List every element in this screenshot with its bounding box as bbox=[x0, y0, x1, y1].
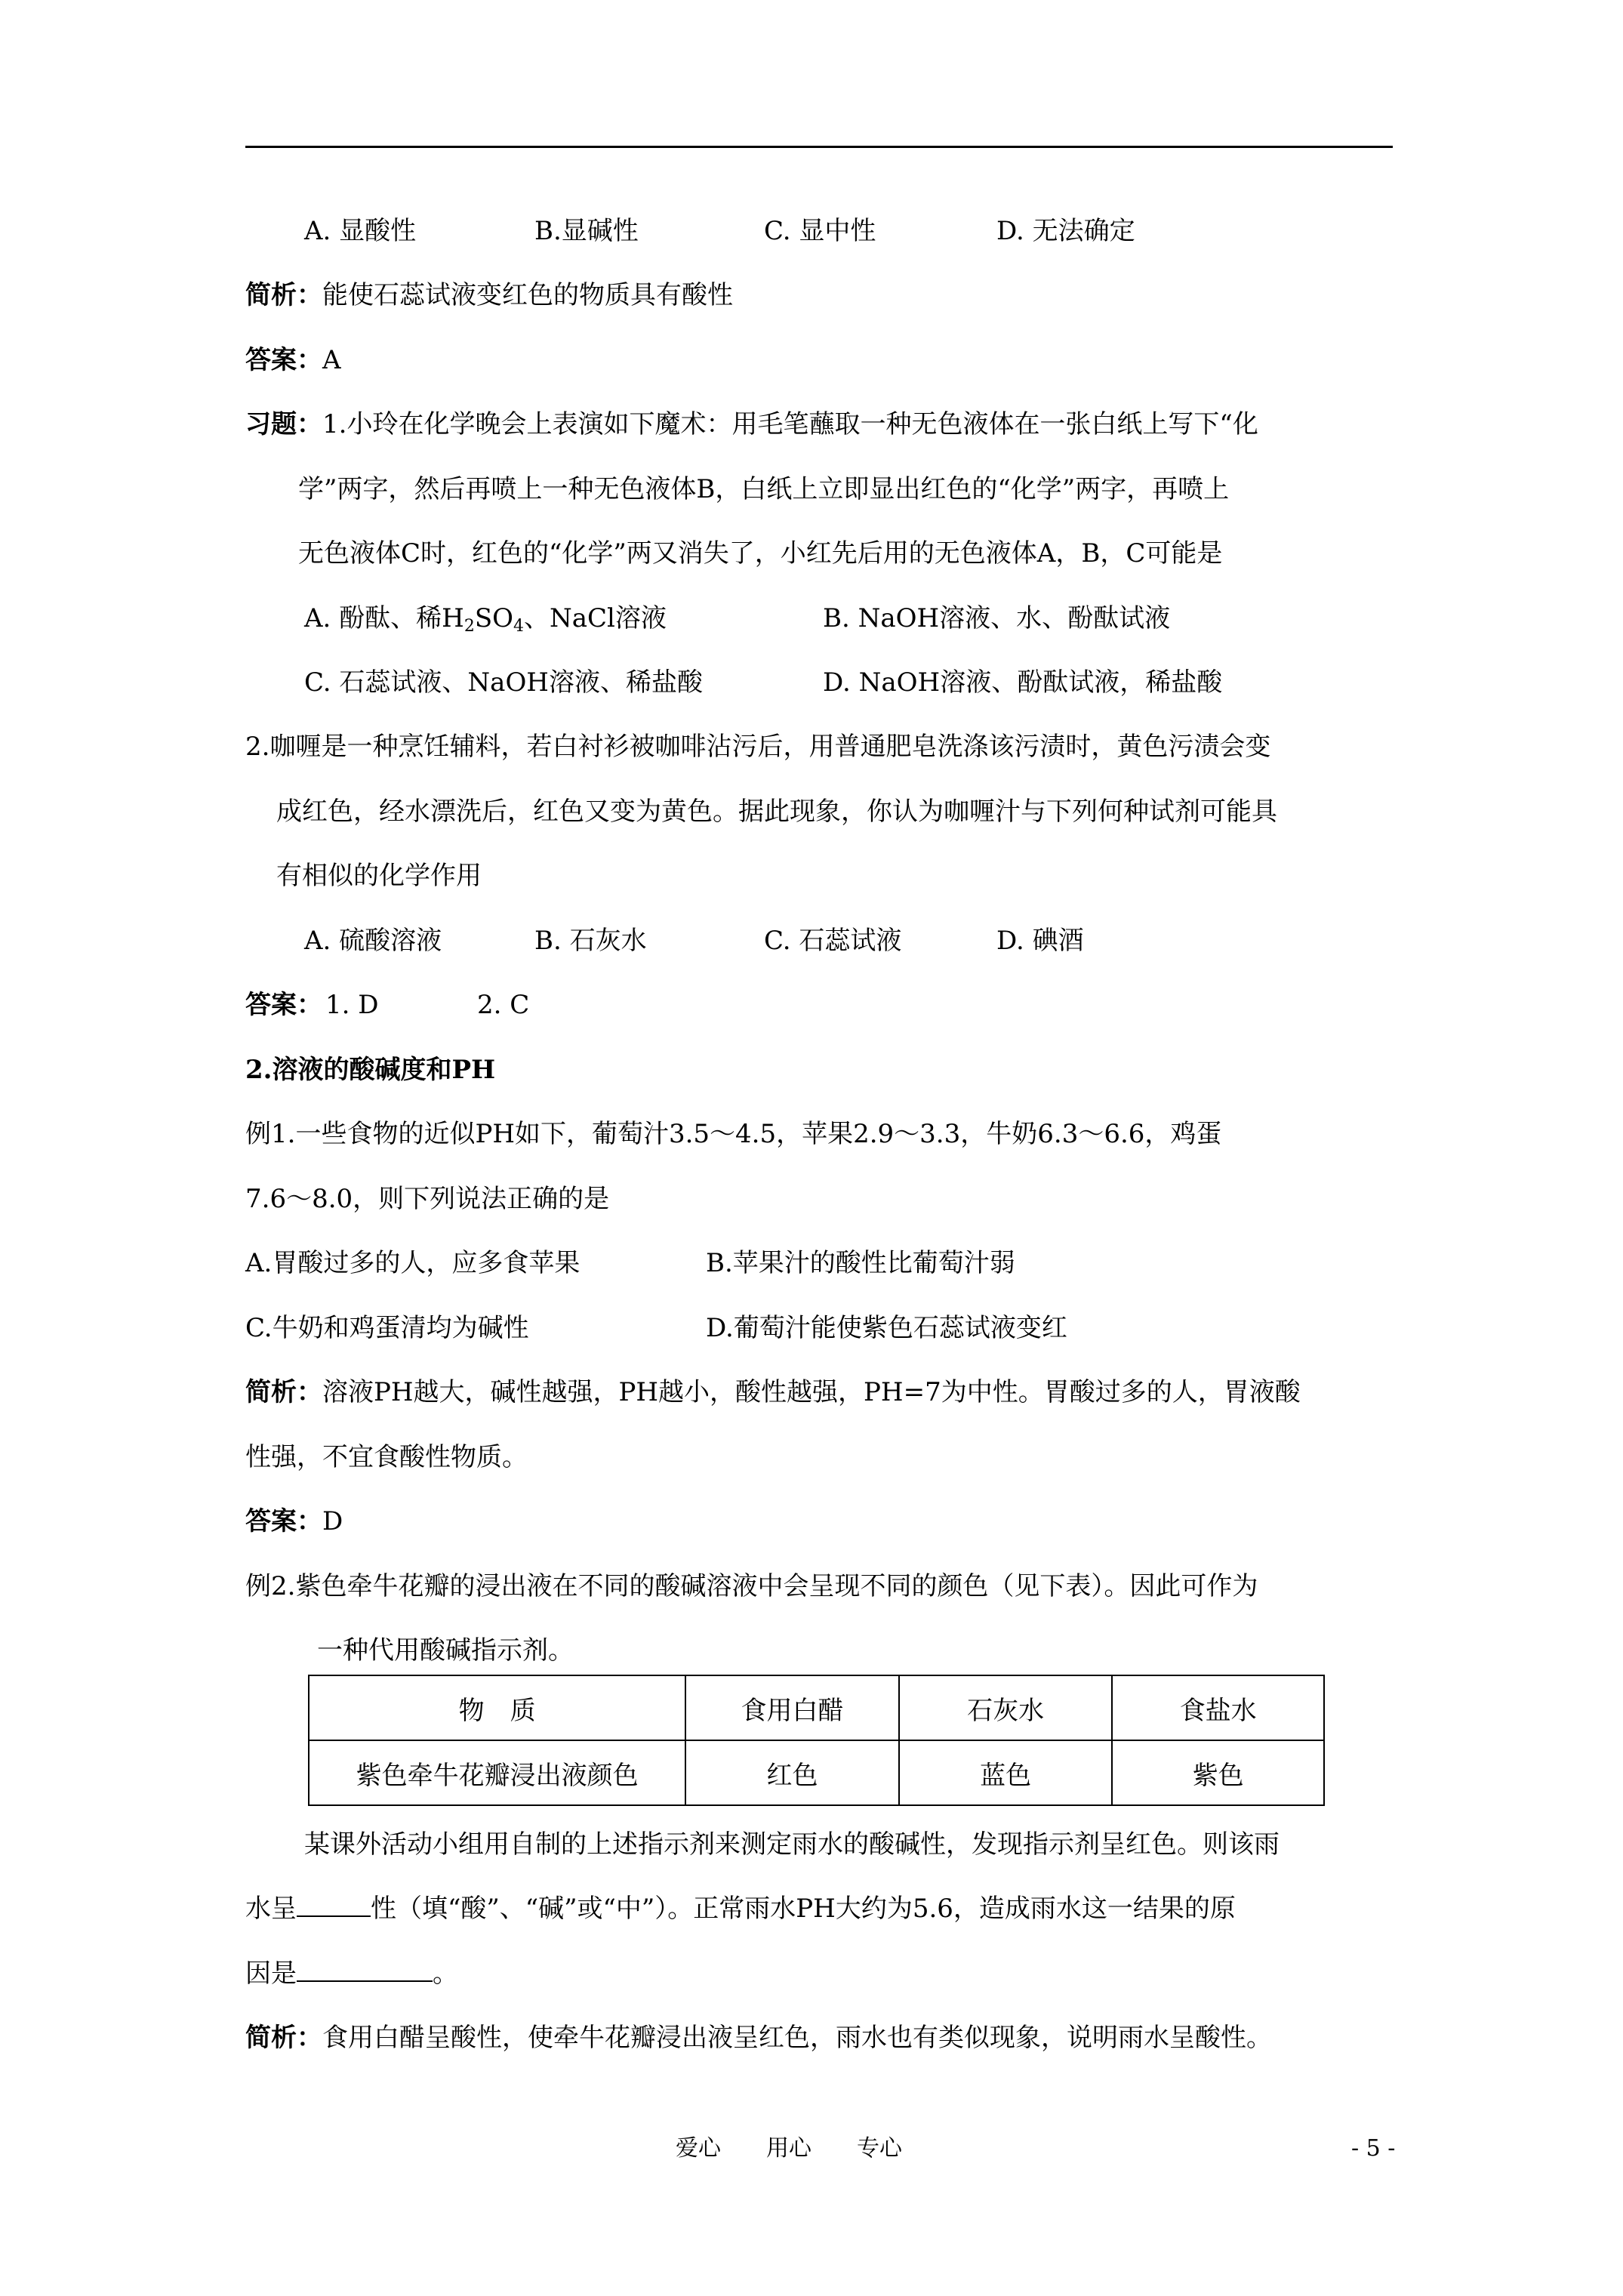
ex1-option-d: D.葡萄汁能使紫色石蕊试液变红 bbox=[706, 1313, 1067, 1343]
q1-option-a-text: A. 酚酞、稀H bbox=[304, 603, 464, 633]
exercise-q1-text1: 1.小玲在化学晚会上表演如下魔术：用毛笔蘸取一种无色液体在一张白纸上写下“化 bbox=[322, 409, 1258, 439]
q1-option-a bbox=[304, 602, 667, 635]
exercise-q1-line1 bbox=[245, 408, 1258, 441]
fill-blank-1[interactable] bbox=[297, 1893, 371, 1917]
option-b: B.显碱性 bbox=[534, 216, 639, 246]
analysis-text: 能使石蕊试液变红色的物质具有酸性 bbox=[322, 280, 733, 310]
q1-option-d: D. NaOH溶液、酚酞试液，稀盐酸 bbox=[823, 667, 1223, 698]
example1-line1: 例1.一些食物的近似PH如下，葡萄汁3.5～4.5，苹果2.9～3.3，牛奶6.3～6.6，鸡蛋 bbox=[245, 1119, 1222, 1149]
example1-analysis-line2: 性强，不宜食酸性物质。 bbox=[245, 1442, 528, 1472]
q2-option-b: B. 石灰水 bbox=[534, 926, 647, 956]
option-a: A. 显酸性 bbox=[304, 216, 417, 246]
table-cell: 食盐水 bbox=[1112, 1675, 1324, 1740]
option-d: D. 无法确定 bbox=[996, 216, 1135, 246]
section-heading: 2.溶液的酸碱度和PH bbox=[245, 1055, 496, 1085]
table-cell: 紫色 bbox=[1112, 1740, 1324, 1805]
answer-text: A bbox=[322, 345, 341, 375]
q2-option-d: D. 碘酒 bbox=[996, 926, 1084, 956]
q1-option-a-post: 、NaCl溶液 bbox=[524, 603, 667, 633]
footer-center: 爱心 用心 专心 bbox=[676, 2135, 902, 2162]
q2-option-a: A. 硫酸溶液 bbox=[304, 926, 442, 956]
indicator-table bbox=[308, 1675, 1325, 1806]
exercise-label: 习题： bbox=[245, 409, 322, 439]
ex1-option-c: C.牛奶和鸡蛋清均为碱性 bbox=[245, 1313, 529, 1343]
ex2-p3-post: 。 bbox=[433, 1959, 458, 1989]
ex2-analysis-label: 简析： bbox=[245, 2023, 322, 2053]
ex2-analysis-text: 食用白醋呈酸性，使牵牛花瓣浸出液呈红色，雨水也有类似现象，说明雨水呈酸性。 bbox=[322, 2023, 1272, 2053]
table-cell: 紫色牵牛花瓣浸出液颜色 bbox=[309, 1740, 685, 1805]
table-header-row bbox=[309, 1675, 1324, 1740]
exercise-answer-2: 2. C bbox=[477, 990, 530, 1020]
ex1-answer-text: D bbox=[322, 1506, 343, 1536]
ex1-option-b: B.苹果汁的酸性比葡萄汁弱 bbox=[706, 1248, 1015, 1278]
ex1-analysis-text1: 溶液PH越大，碱性越强，PH越小，酸性越强，PH=7为中性。胃酸过多的人，胃液酸 bbox=[322, 1377, 1301, 1407]
example2-analysis bbox=[245, 2021, 1272, 2054]
exercise-q2-line2: 成红色，经水漂洗后，红色又变为黄色。据此现象，你认为咖喱汁与下列何种试剂可能具 bbox=[276, 797, 1277, 827]
table-cell: 红色 bbox=[685, 1740, 899, 1805]
ex2-p2-pre: 水呈 bbox=[245, 1894, 297, 1924]
fill-blank-2[interactable] bbox=[297, 1958, 433, 1982]
table-cell: 蓝色 bbox=[899, 1740, 1113, 1805]
table-cell: 物 质 bbox=[309, 1675, 685, 1740]
q1-option-c: C. 石蕊试液、NaOH溶液、稀盐酸 bbox=[304, 667, 703, 698]
header-rule bbox=[245, 146, 1393, 148]
q1-option-a-sub2: 4 bbox=[513, 617, 524, 636]
ex1-answer-label: 答案： bbox=[245, 1506, 322, 1536]
ex2-p2-post: 性（填“酸”、“碱”或“中”）。正常雨水PH大约为5.6，造成雨水这一结果的原 bbox=[371, 1894, 1236, 1924]
exercise-q1-line2: 学”两字，然后再喷上一种无色液体B，白纸上立即显出红色的“化学”两字，再喷上 bbox=[298, 474, 1230, 504]
example1-answer bbox=[245, 1505, 343, 1538]
example2-para-line2 bbox=[245, 1892, 1236, 1925]
exercise-q2-line1: 2.咖喱是一种烹饪辅料，若白衬衫被咖啡沾污后，用普通肥皂洗涤该污渍时，黄色污渍会变 bbox=[245, 732, 1271, 762]
ex1-option-a: A.胃酸过多的人，应多食苹果 bbox=[245, 1248, 581, 1278]
q1-option-b: B. NaOH溶液、水、酚酞试液 bbox=[823, 603, 1171, 633]
table-cell: 食用白醋 bbox=[685, 1675, 899, 1740]
option-c: C. 显中性 bbox=[764, 216, 876, 246]
exercise-q2-line3: 有相似的化学作用 bbox=[276, 861, 482, 891]
page-number: - 5 - bbox=[1351, 2135, 1396, 2162]
example2-line2: 一种代用酸碱指示剂。 bbox=[317, 1635, 574, 1666]
q2-option-c: C. 石蕊试液 bbox=[764, 926, 902, 956]
table-row bbox=[309, 1740, 1324, 1805]
example1-analysis bbox=[245, 1376, 1301, 1409]
ex1-analysis-label: 简析： bbox=[245, 1377, 322, 1407]
exercise-q1-line3: 无色液体C时，红色的“化学”两又消失了，小红先后用的无色液体A，B，C可能是 bbox=[298, 538, 1223, 569]
example2-para-line1: 某课外活动小组用自制的上述指示剂来测定雨水的酸碱性，发现指示剂呈红色。则该雨 bbox=[304, 1829, 1280, 1860]
analysis-label: 简析： bbox=[245, 280, 322, 310]
answer-label: 答案： bbox=[245, 345, 322, 375]
example2-para-line3 bbox=[245, 1957, 458, 1990]
example2-line1: 例2.紫色牵牛花瓣的浸出液在不同的酸碱溶液中会呈现不同的颜色（见下表）。因此可作为 bbox=[245, 1571, 1258, 1601]
table-cell: 石灰水 bbox=[899, 1675, 1113, 1740]
q1-option-a-sub1: 2 bbox=[463, 617, 475, 636]
prev-answer bbox=[245, 344, 341, 377]
exercise-answer-1: 1. D bbox=[325, 990, 379, 1020]
q1-option-a-mid: SO bbox=[474, 603, 513, 633]
prev-analysis bbox=[245, 279, 733, 312]
ex2-p3-pre: 因是 bbox=[245, 1959, 297, 1989]
exercise-answer-label: 答案： bbox=[245, 990, 322, 1020]
example1-line2: 7.6～8.0，则下列说法正确的是 bbox=[245, 1184, 610, 1214]
